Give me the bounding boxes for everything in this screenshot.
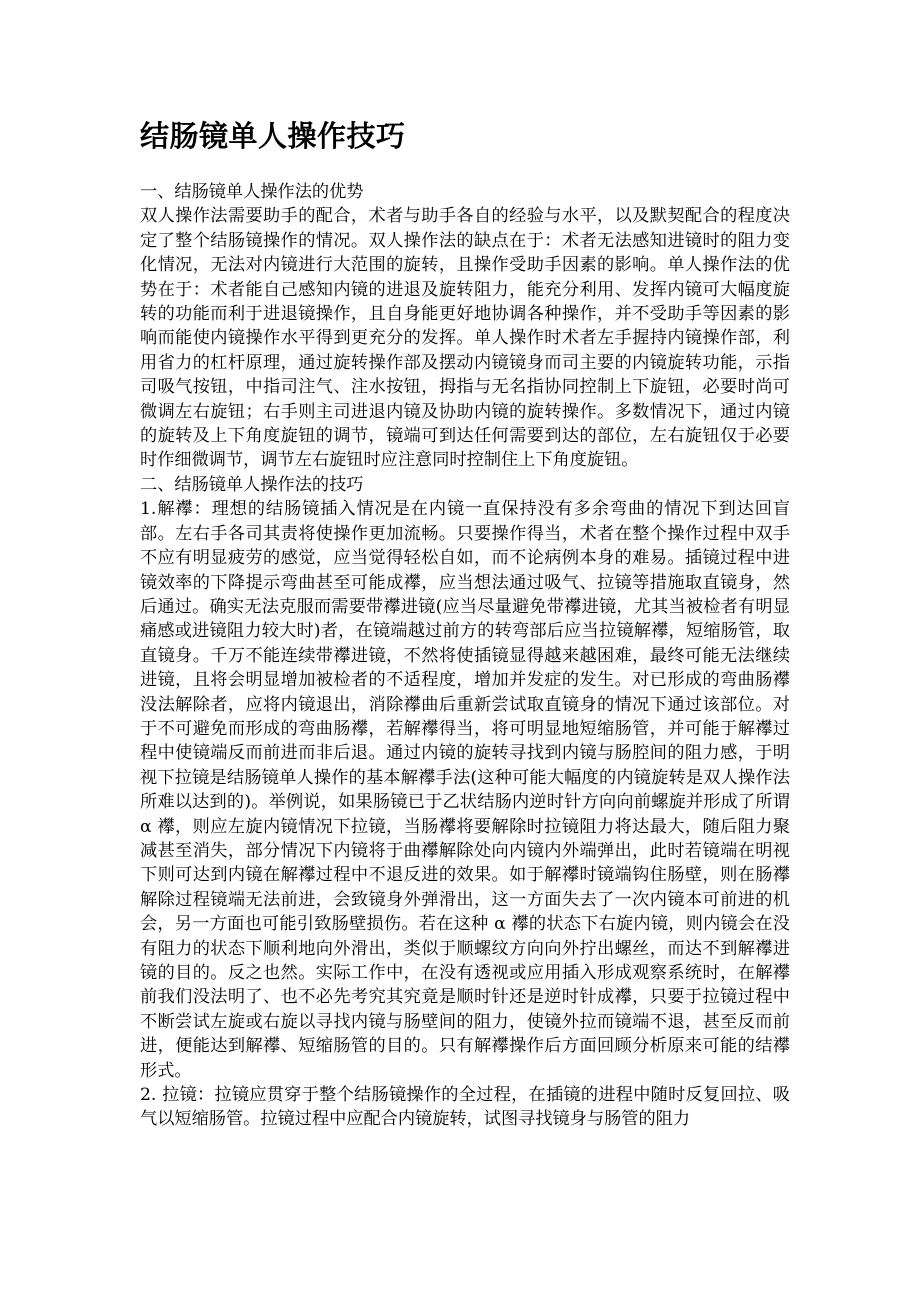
document-body [140, 180, 790, 1132]
paragraph-loop-release: 1.解襻：理想的结肠镜插入情况是在内镜一直保持没有多余弯曲的情况下到达回盲部。左右手各司其责将使操作更加流畅。只要操作得当，术者在整个操作过程中双手不应有明显疲劳的感觉，应当觉得轻松自如，而不论病例本身的难易。插镜过程中进镜效率的下降提示弯曲甚至可能成襻，应当想法通过吸气、拉镜等措施取直镜身，然后通过。确实无法克服而需要带襻进镜(应当尽量避免带襻进镜，尤其当被检者有明显痛感或进镜阻力较大时)者，在镜端越过前方的转弯部后应当拉镜解襻，短缩肠管，取直镜身。千万不能连续带襻进镜，不然将使插镜显得越来越困难，最终可能无法继续进镜，且将会明显增加被检者的不适程度，增加并发症的发生。对已形成的弯曲肠襻没法解除者，应将内镜退出，消除襻曲后重新尝试取直镜身的情况下通过该部位。对于不可避免而形成的弯曲肠襻，若解襻得当，将可明显地短缩肠管，并可能于解襻过程中使镜端反而前进而非后退。通过内镜的旋转寻找到内镜与肠腔间的阻力感，于明视下拉镜是结肠镜单人操作的基本解襻手法(这种可能大幅度的内镜旋转是双人操作法所难以达到的)。举例说，如果肠镜已于乙状结肠内逆时针方向向前螺旋并形成了所谓 α 襻，则应左旋内镜情况下拉镜，当肠襻将要解除时拉镜阻力将达最大，随后阻力聚减甚至消失，部分情况下内镜将于曲襻解除处向内镜内外端弹出，此时若镜端在明视下则可达到内镜在解襻过程中不退反进的效果。如于解襻时镜端钩住肠壁，则在肠襻解除过程镜端无法前进，会致镜身外弹滑出，这一方面失去了一次内镜本可前进的机会，另一方面也可能引致肠壁损伤。若在这种 α 襻的状态下右旋内镜，则内镜会在没有阻力的状态下顺利地向外滑出，类似于顺螺纹方向向外拧出螺丝，而达不到解襻进镜的目的。反之也然。实际工作中，在没有透视或应用插入形成观察系统时，在解襻前我们没法明了、也不必先考究其究竟是顺时针还是逆时针成襻，只要于拉镜过程中不断尝试左旋或右旋以寻找内镜与肠壁间的阻力，使镜外拉而镜端不退，甚至反而前进，便能达到解襻、短缩肠管的目的。只有解襻操作后方面回顾分析原来可能的结襻形式。 [140, 499, 790, 1081]
paragraph-advantages: 双人操作法需要助手的配合，术者与助手各自的经验与水平，以及默契配合的程度决定了整个结肠镜操作的情况。双人操作法的缺点在于：术者无法感知进镜时的阻力变化情况，无法对内镜进行大范围的旋转，且操作受助手因素的影响。单人操作法的优势在于：术者能自己感知内镜的进退及旋转阻力，能充分利用、发挥内镜可大幅度旋转的功能而利于进退镜操作，且自身能更好地协调各种操作，并不受助手等因素的影响而能使内镜操作水平得到更充分的发挥。单人操作时术者左手握持内镜操作部，利用省力的杠杆原理，通过旋转操作部及摆动内镜镜身而司主要的内镜旋转功能，示指司吸气按钮，中指司注气、注水按钮，拇指与无名指协同控制上下旋钮，必要时尚可微调左右旋钮；右手则主司进退内镜及协助内镜的旋转操作。多数情况下，通过内镜的旋转及上下角度旋钮的调节，镜端可到达任何需要到达的部位，左右旋钮仅于必要时作细微调节，调节左右旋钮时应注意同时控制住上下角度旋钮。 [140, 206, 790, 471]
paragraph-pull-back: 2. 拉镜：拉镜应贯穿于整个结肠镜操作的全过程，在插镜的进程中随时反复回拉、吸气以短缩肠管。拉镜过程中应配合内镜旋转，试图寻找镜身与肠管的阻力 [140, 1085, 790, 1130]
section-heading-1: 一、结肠镜单人操作法的优势 [140, 182, 364, 202]
section-heading-2: 二、结肠镜单人操作法的技巧 [140, 474, 364, 495]
document-title: 结肠镜单人操作技巧 [140, 119, 406, 153]
